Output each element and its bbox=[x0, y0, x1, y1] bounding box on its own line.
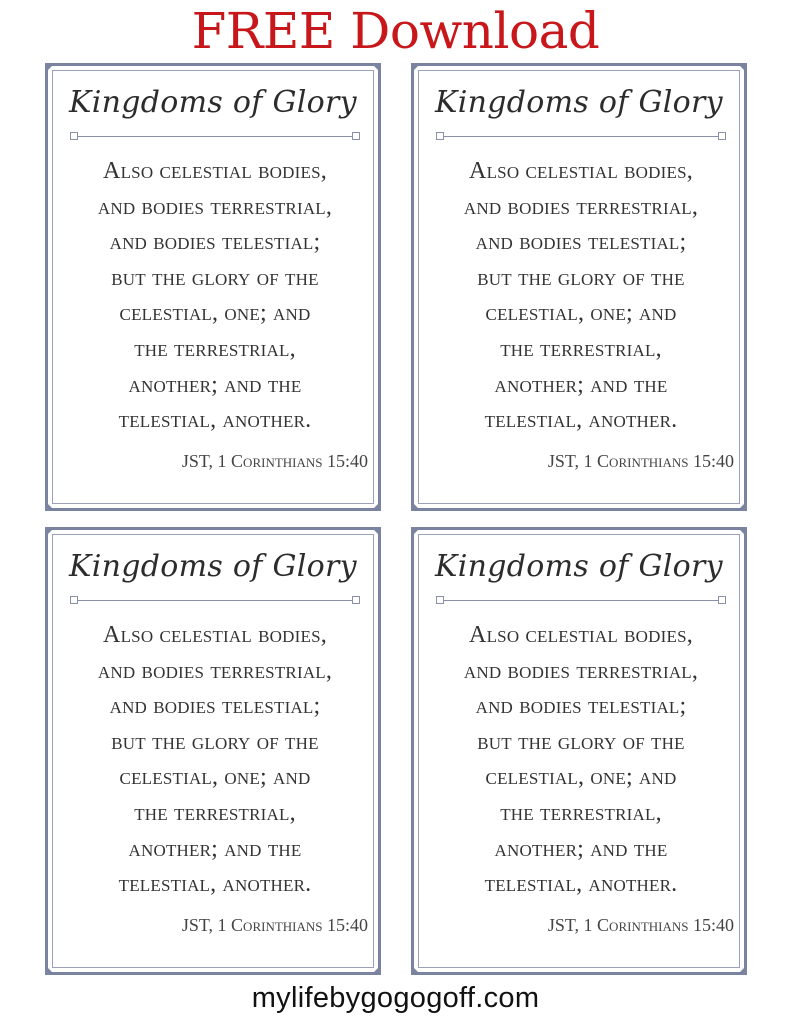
scripture-card bbox=[45, 527, 381, 975]
divider-square-icon bbox=[352, 132, 360, 140]
card-title: Kingdoms of Glory bbox=[435, 549, 723, 584]
title-divider bbox=[436, 132, 726, 142]
divider-square-icon bbox=[70, 596, 78, 604]
verse-reference: JST, 1 Corinthians 15:40 bbox=[181, 451, 368, 471]
divider-square-icon bbox=[718, 596, 726, 604]
scripture-card bbox=[411, 527, 747, 975]
verse-text: Also celestial bodies, and bodies terrestrial, and bodies telestial; but the glory of the celestial, one; and the terrestrial, another; and the telestial, another. bbox=[97, 622, 333, 898]
page-title: FREE Download bbox=[191, 2, 600, 60]
site-url: mylifebygogogoff.com bbox=[251, 982, 540, 1014]
divider-line bbox=[444, 136, 718, 137]
verse-reference: JST, 1 Corinthians 15:40 bbox=[547, 915, 734, 935]
scripture-card bbox=[45, 63, 381, 511]
verse-text: Also celestial bodies, and bodies terrestrial, and bodies telestial; but the glory of the celestial, one; and the terrestrial, another; and the telestial, another. bbox=[463, 158, 699, 434]
card-title: Kingdoms of Glory bbox=[435, 85, 723, 120]
verse-text: Also celestial bodies, and bodies terrestrial, and bodies telestial; but the glory of the celestial, one; and the terrestrial, another; and the telestial, another. bbox=[97, 158, 333, 434]
divider-square-icon bbox=[436, 596, 444, 604]
divider-line bbox=[78, 600, 352, 601]
verse-text: Also celestial bodies, and bodies terrestrial, and bodies telestial; but the glory of the celestial, one; and the terrestrial, another; and the telestial, another. bbox=[463, 622, 699, 898]
card-title: Kingdoms of Glory bbox=[69, 85, 357, 120]
divider-line bbox=[78, 136, 352, 137]
card-title: Kingdoms of Glory bbox=[69, 549, 357, 584]
divider-square-icon bbox=[70, 132, 78, 140]
title-divider bbox=[70, 596, 360, 606]
divider-square-icon bbox=[718, 132, 726, 140]
divider-line bbox=[444, 600, 718, 601]
verse-reference: JST, 1 Corinthians 15:40 bbox=[547, 451, 734, 471]
divider-square-icon bbox=[352, 596, 360, 604]
scripture-card bbox=[411, 63, 747, 511]
title-divider bbox=[70, 132, 360, 142]
divider-square-icon bbox=[436, 132, 444, 140]
verse-reference: JST, 1 Corinthians 15:40 bbox=[181, 915, 368, 935]
title-divider bbox=[436, 596, 726, 606]
